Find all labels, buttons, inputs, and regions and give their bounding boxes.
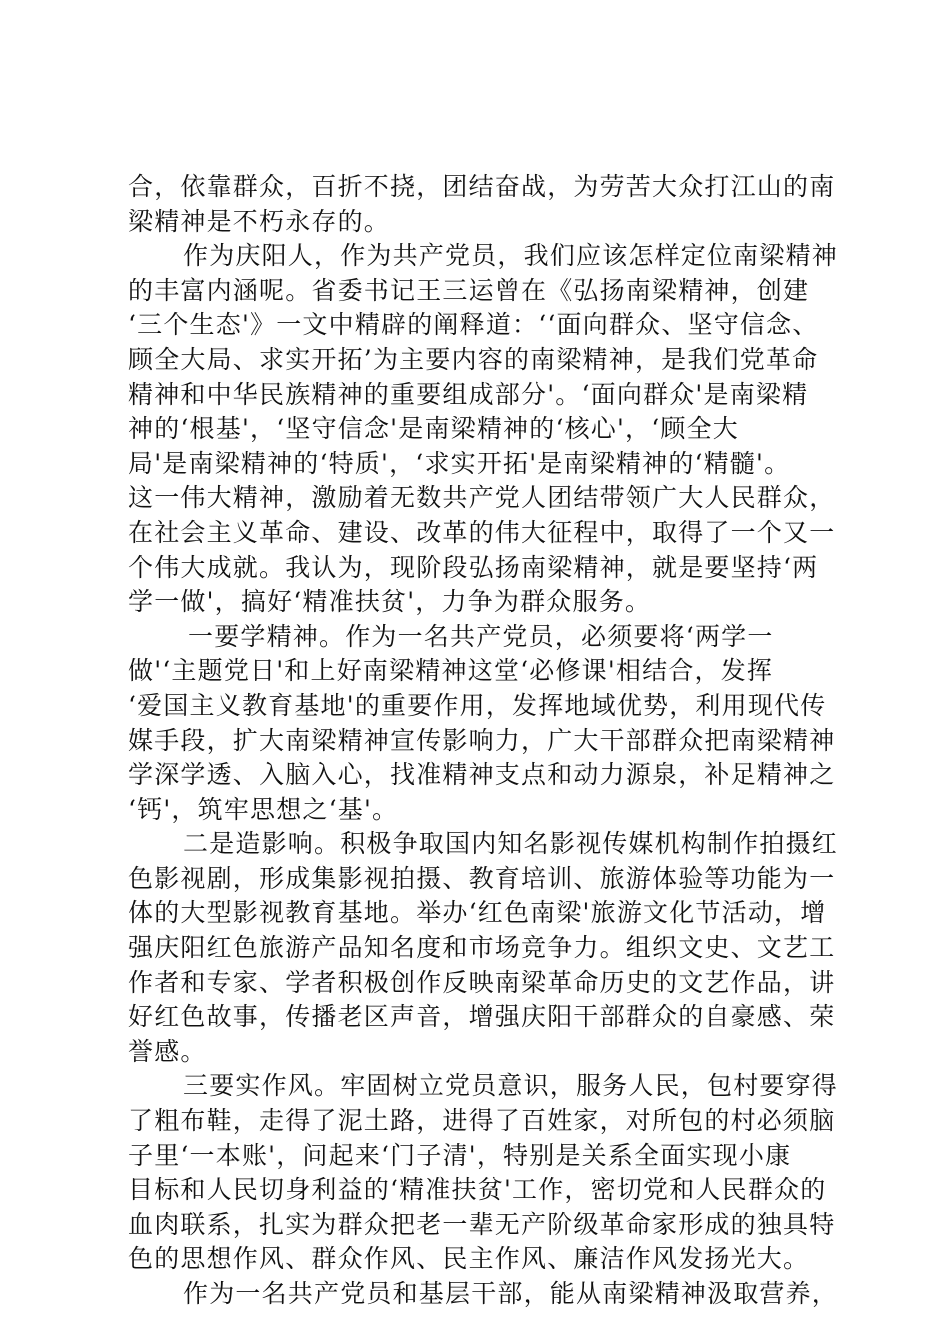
text-line: 个伟大成就。我认为，现阶段弘扬南梁精神，就是要坚持‘两 [128, 552, 819, 582]
text-line: ‘三个生态'》一文中精辟的阐释道：‘‘面向群众、坚守信念、 [128, 310, 819, 340]
text-line: 这一伟大精神，激励着无数共产党人团结带领广大人民群众， [128, 483, 836, 513]
text-line: 合，依靠群众，百折不挠，团结奋战，为劳苦大众打江山的南 [128, 172, 836, 201]
text-line: 学一做'，搞好‘精准扶贫'，力争为群众服务。 [128, 587, 652, 617]
text-line: 作者和专家、学者积极创作反映南梁革命历史的文艺作品，讲 [128, 967, 836, 997]
document-body [128, 170, 848, 1312]
paragraph-start-line: 作为一名共产党员和基层干部，能从南梁精神汲取营养， [183, 1279, 839, 1308]
text-line: 学深学透、入脑入心，找准精神支点和动力源泉，补足精神之 [128, 760, 836, 790]
text-line: 神的‘根基'，‘坚守信念'是南梁精神的‘核心'，‘顾全大 [128, 414, 740, 444]
text-line: 色影视剧，形成集影视拍摄、教育培训、旅游体验等功能为一 [128, 863, 836, 893]
text-line: 子里‘一本账'，问起来‘门子清'，特别是关系全面实现小康 [128, 1140, 792, 1170]
text-line: 体的大型影视教育基地。举办‘红色南梁'旅游文化节活动，增 [128, 898, 827, 928]
text-line: 顾全大局、求实开拓’为主要内容的南梁精神，是我们党革命 [128, 344, 819, 374]
text-line: 做'‘主题党日'和上好南梁精神这堂‘必修课'相结合，发挥 [128, 656, 774, 686]
text-line: 强庆阳红色旅游产品知名度和市场竞争力。组织文史、文艺工 [128, 933, 836, 963]
text-line: 局'是南梁精神的‘特质'，‘求实开拓'是南梁精神的‘精髓'。 [128, 448, 791, 478]
text-line: 精神和中华民族精神的重要组成部分'。‘面向群众'是南梁精 [128, 379, 809, 409]
text-line: 血肉联系，扎实为群众把老一辈无产阶级革命家形成的独具特 [128, 1209, 836, 1239]
text-line: 了粗布鞋，走得了泥土路，进得了百姓家，对所包的村必须脑 [128, 1106, 836, 1136]
text-line: 好红色故事，传播老区声音，增强庆阳干部群众的自豪感、荣 [128, 1002, 836, 1032]
text-line: 誉感。 [128, 1036, 207, 1066]
paragraph-start-line: 三要实作风。牢固树立党员意识，服务人民，包村要穿得 [183, 1071, 839, 1101]
text-line: 色的思想作风、群众作风、民主作风、廉洁作风发扬光大。 [128, 1244, 810, 1274]
text-line: 目标和人民切身利益的‘精准扶贫'工作，密切党和人民群众的 [128, 1175, 827, 1205]
text-line: 梁精神是不朽永存的。 [128, 206, 391, 236]
paragraph-start-line: 一要学精神。作为一名共产党员，必须要将‘两学一 [188, 621, 774, 651]
paragraph-start-line: 二是造影响。积极争取国内知名影视传媒机构制作拍摄红 [183, 829, 839, 859]
text-line: ‘钙'，筑牢思想之‘基'。 [128, 794, 399, 824]
paragraph-start-line: 作为庆阳人，作为共产党员，我们应该怎样定位南梁精神 [183, 241, 839, 271]
text-line: 在社会主义革命、建设、改革的伟大征程中，取得了一个又一 [128, 517, 836, 547]
text-line: 的丰富内涵呢。省委书记王三运曾在《弘扬南梁精神，创建 [128, 275, 810, 305]
text-line: 媒手段，扩大南梁精神宣传影响力，广大干部群众把南梁精神 [128, 725, 836, 755]
text-line: ‘爱国主义教育基地'的重要作用，发挥地域优势，利用现代传 [128, 690, 827, 720]
